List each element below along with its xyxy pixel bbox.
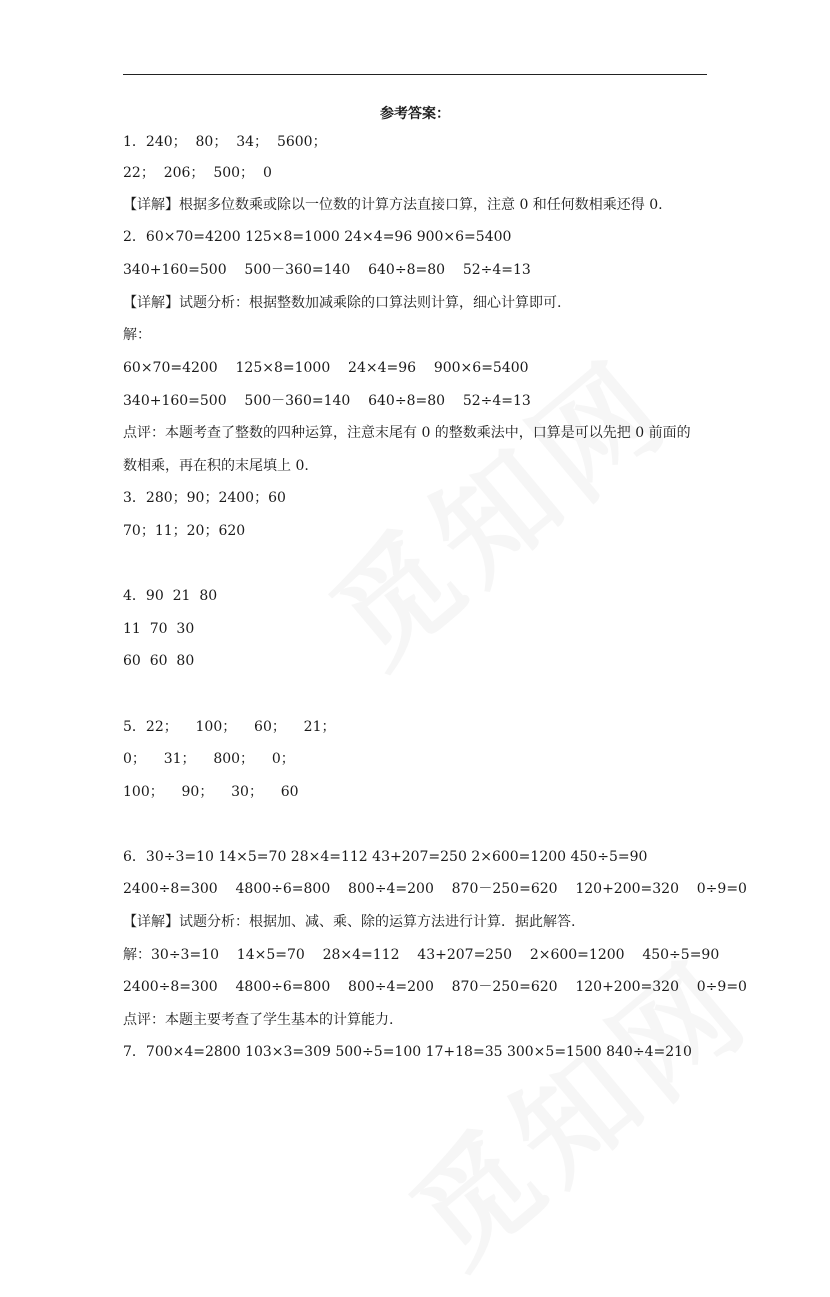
answer-line: 【详解】根据多位数乘或除以一位数的计算方法直接口算，注意 0 和任何数相乘还得 0. xyxy=(123,197,663,213)
answer-line: 数相乘，再在积的末尾填上 0. xyxy=(123,458,309,474)
watermark xyxy=(370,915,779,1297)
answer-line: 5．22； 100； 60； 21； xyxy=(123,719,336,735)
answer-line: 解： xyxy=(123,327,151,343)
answer-line: 22； 206； 500； 0 xyxy=(123,165,272,181)
answer-line: 100； 90； 30； 60 xyxy=(123,784,299,800)
answer-line: 【详解】试题分析：根据加、减、乘、除的运算方法进行计算．据此解答. xyxy=(123,914,576,930)
answer-line: 60 60 80 xyxy=(123,653,195,669)
answer-line: 点评：本题考查了整数的四种运算，注意末尾有 0 的整数乘法中，口算是可以先把 0 前面的 xyxy=(123,425,691,441)
answer-line: 340+160=500 500－360=140 640÷8=80 52÷4=13 xyxy=(123,393,531,409)
answer-line: 60×70=4200 125×8=1000 24×4=96 900×6=5400 xyxy=(123,360,529,376)
answer-line: 2．60×70=4200 125×8=1000 24×4=96 900×6=5400 xyxy=(123,229,512,245)
answer-line: 点评：本题主要考查了学生基本的计算能力. xyxy=(123,1012,394,1028)
header-rule xyxy=(123,74,707,75)
answer-line: 【详解】试题分析：根据整数加减乘除的口算法则计算，细心计算即可. xyxy=(123,295,562,311)
answer-line: 2400÷8=300 4800÷6=800 800÷4=200 870－250=620 120+200=320 0÷9=0 xyxy=(123,881,747,897)
answer-line: 70；11；20；620 xyxy=(123,523,246,539)
answer-line: 2400÷8=300 4800÷6=800 800÷4=200 870－250=620 120+200=320 0÷9=0 xyxy=(123,979,747,995)
answer-line: 7．700×4=2800 103×3=309 500÷5=100 17+18=35 300×5=1500 840÷4=210 xyxy=(123,1044,692,1060)
answer-line: 4．90 21 80 xyxy=(123,588,218,604)
answer-line: 6．30÷3=10 14×5=70 28×4=112 43+207=250 2×600=1200 450÷5=90 xyxy=(123,849,648,865)
answer-line: 1．240； 80； 34； 5600； xyxy=(123,134,327,150)
answer-line: 3．280；90；2400；60 xyxy=(123,490,286,506)
answer-line: 0； 31； 800； 0； xyxy=(123,751,295,767)
page-title: 参考答案： xyxy=(380,106,450,122)
answer-line: 340+160=500 500－360=140 640÷8=80 52÷4=13 xyxy=(123,262,531,278)
answer-line: 解：30÷3=10 14×5=70 28×4=112 43+207=250 2×600=1200 450÷5=90 xyxy=(123,947,720,963)
answer-line: 11 70 30 xyxy=(123,621,195,637)
